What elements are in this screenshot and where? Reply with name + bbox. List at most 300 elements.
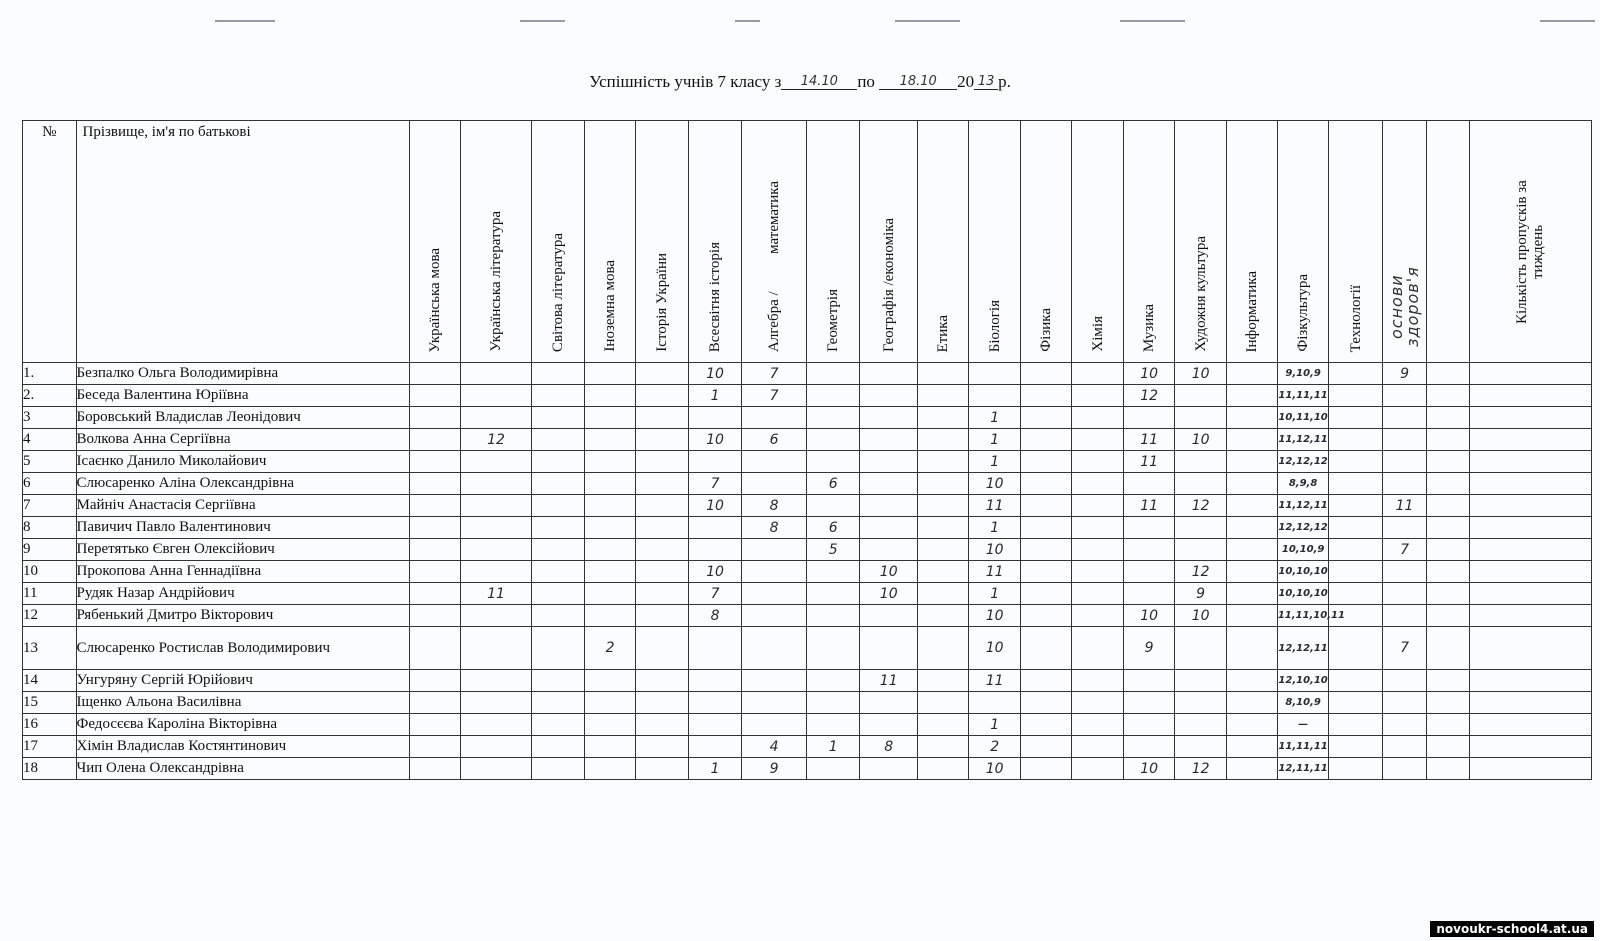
grade-cell [461, 692, 532, 714]
grade-cell [859, 429, 918, 451]
grade-cell: 12,12,12 [1277, 451, 1328, 473]
grade-cell [635, 495, 689, 517]
student-name: Рябенький Дмитро Вікторович [76, 605, 409, 627]
grade-cell [918, 692, 968, 714]
col-header-subject [1227, 121, 1277, 363]
grade-cell [918, 605, 968, 627]
grade-cell [689, 670, 742, 692]
student-name: Слюсаренко Аліна Олександрівна [76, 473, 409, 495]
grade-cell [1021, 539, 1071, 561]
grade-cell [1329, 736, 1383, 758]
grade-cell [1174, 385, 1227, 407]
grade-cell [635, 451, 689, 473]
grade-cell [1329, 758, 1383, 780]
grade-cell: 12 [1174, 495, 1227, 517]
grade-cell: 11,11,10,11 [1277, 605, 1328, 627]
grade-cell [1469, 561, 1591, 583]
grade-cell [585, 583, 635, 605]
table-header [23, 121, 1592, 363]
grade-cell [1174, 714, 1227, 736]
grade-cell [585, 451, 635, 473]
student-name: Федосєєва Кароліна Вікторівна [76, 714, 409, 736]
grade-cell [409, 407, 460, 429]
student-name: Боровський Владислав Леонідович [76, 407, 409, 429]
grade-cell: 8 [859, 736, 918, 758]
grade-cell [1382, 473, 1426, 495]
grade-cell [461, 539, 532, 561]
grade-cell [1071, 451, 1124, 473]
table-row [23, 407, 1592, 429]
col-header-subject [635, 121, 689, 363]
student-name: Павичич Павло Валентинович [76, 517, 409, 539]
grade-cell [409, 517, 460, 539]
grade-cell: 9 [1174, 583, 1227, 605]
grade-cell: 9,10,9 [1277, 363, 1328, 385]
grade-cell [409, 363, 460, 385]
grade-cell: 1 [807, 736, 860, 758]
page-title [0, 72, 1600, 92]
grade-cell [1071, 714, 1124, 736]
row-number: 18 [23, 758, 77, 780]
grade-cell: 7 [741, 363, 807, 385]
grade-cell [1427, 736, 1469, 758]
grade-cell [1329, 363, 1383, 385]
subject-label: Музика [1141, 303, 1158, 352]
grade-cell [531, 692, 585, 714]
grade-cell [585, 692, 635, 714]
grade-cell: 10 [1124, 758, 1174, 780]
grade-cell [1227, 363, 1277, 385]
grade-cell [968, 385, 1021, 407]
grade-cell [741, 692, 807, 714]
grade-cell [1021, 736, 1071, 758]
grade-cell [531, 627, 585, 670]
grade-cell: 11,11,11 [1277, 736, 1328, 758]
grade-cell [918, 517, 968, 539]
grade-cell [918, 561, 968, 583]
grade-cell [1329, 429, 1383, 451]
scan-top-edge [0, 0, 1600, 22]
grade-cell [1469, 363, 1591, 385]
grade-cell [1329, 495, 1383, 517]
grade-cell [409, 605, 460, 627]
grade-cell: 11 [968, 495, 1021, 517]
grade-cell: 12,11,11 [1277, 758, 1328, 780]
subject-label: Геометрія [825, 289, 842, 352]
grade-cell [461, 758, 532, 780]
grade-cell [1124, 407, 1174, 429]
grade-cell [409, 692, 460, 714]
grade-cell: 11,11,11 [1277, 385, 1328, 407]
grade-cell [859, 758, 918, 780]
grade-cell [918, 429, 968, 451]
grade-cell [635, 363, 689, 385]
grade-cell: 4 [741, 736, 807, 758]
grade-cell [807, 692, 860, 714]
grade-cell: 11,12,11 [1277, 495, 1328, 517]
grade-cell [1329, 561, 1383, 583]
grade-cell [635, 714, 689, 736]
grade-cell [585, 670, 635, 692]
grade-cell [531, 561, 585, 583]
grade-cell [1071, 758, 1124, 780]
subject-label: Етика [935, 314, 952, 352]
grade-cell [1124, 692, 1174, 714]
grade-cell [1382, 561, 1426, 583]
grade-cell: 7 [741, 385, 807, 407]
grade-cell: 12,12,11 [1277, 627, 1328, 670]
row-number: 6 [23, 473, 77, 495]
grade-cell [1427, 517, 1469, 539]
grade-cell: 11 [1124, 429, 1174, 451]
table-row [23, 561, 1592, 583]
grade-cell [585, 605, 635, 627]
grade-cell [585, 385, 635, 407]
grade-cell [1469, 627, 1591, 670]
grade-cell [918, 473, 968, 495]
title-prefix: Успішність учнів 7 класу з [589, 72, 782, 91]
grade-cell [918, 407, 968, 429]
grade-cell [1469, 451, 1591, 473]
grade-cell [1469, 385, 1591, 407]
subject-label: Алгебра / математика [766, 181, 783, 352]
col-header-subject [689, 121, 742, 363]
student-name: Майніч Анастасія Сергіївна [76, 495, 409, 517]
grade-cell [585, 517, 635, 539]
table-row [23, 583, 1592, 605]
grade-cell: 10,11,10 [1277, 407, 1328, 429]
table-row [23, 429, 1592, 451]
grade-cell: 10 [968, 758, 1021, 780]
subject-label: Інформатика [1244, 270, 1261, 352]
grade-cell [859, 407, 918, 429]
grade-cell [1071, 692, 1124, 714]
grade-cell [1469, 605, 1591, 627]
grade-cell [859, 692, 918, 714]
grade-cell: 9 [741, 758, 807, 780]
grade-cell: 9 [1382, 363, 1426, 385]
grade-cell: 12 [1174, 561, 1227, 583]
grade-cell [741, 407, 807, 429]
scan-mark [215, 20, 275, 22]
grade-cell [1227, 429, 1277, 451]
col-header-number: № [23, 121, 77, 363]
grade-cell [461, 407, 532, 429]
grade-cell: 6 [741, 429, 807, 451]
grade-cell [741, 605, 807, 627]
col-header-empty [1427, 121, 1469, 363]
subject-label: Художня культура [1192, 236, 1209, 352]
grade-cell: 10,10,10 [1277, 561, 1328, 583]
grade-cell [1382, 385, 1426, 407]
grade-cell [1329, 517, 1383, 539]
grade-cell [635, 407, 689, 429]
grade-cell: 1 [968, 451, 1021, 473]
grade-cell: 11 [968, 670, 1021, 692]
grade-cell [1021, 495, 1071, 517]
row-number: 14 [23, 670, 77, 692]
grade-cell [531, 495, 585, 517]
student-name: Перетятько Євген Олексійович [76, 539, 409, 561]
grade-cell [635, 627, 689, 670]
grade-cell [1329, 583, 1383, 605]
grade-cell [918, 736, 968, 758]
student-name: Волкова Анна Сергіївна [76, 429, 409, 451]
subject-label: Історія України [654, 253, 671, 352]
table-row [23, 758, 1592, 780]
grade-cell [807, 429, 860, 451]
grade-cell: 10 [968, 627, 1021, 670]
subject-label: Фізкультура [1295, 274, 1312, 352]
grade-cell [1021, 385, 1071, 407]
grade-cell [1469, 714, 1591, 736]
grade-cell [807, 363, 860, 385]
grade-cell: 12 [461, 429, 532, 451]
grade-cell [1124, 517, 1174, 539]
grade-cell [531, 451, 585, 473]
grade-cell [1021, 429, 1071, 451]
grade-cell [409, 429, 460, 451]
grade-cell [918, 758, 968, 780]
grade-cell [807, 495, 860, 517]
grade-cell [1124, 583, 1174, 605]
grade-cell [859, 714, 918, 736]
grade-cell: 7 [689, 583, 742, 605]
grade-cell: 2 [585, 627, 635, 670]
grade-cell [1021, 517, 1071, 539]
grade-cell [968, 692, 1021, 714]
subject-label: Фізика [1038, 308, 1055, 352]
grade-cell: 12 [1174, 758, 1227, 780]
grade-cell [1021, 627, 1071, 670]
grade-cell [1227, 517, 1277, 539]
col-header-subject [859, 121, 918, 363]
grade-cell [1227, 385, 1277, 407]
grade-cell [1227, 670, 1277, 692]
grade-cell [1469, 495, 1591, 517]
grade-cell [1124, 736, 1174, 758]
grade-cell [585, 473, 635, 495]
grade-cell [859, 605, 918, 627]
grade-cell [461, 517, 532, 539]
grade-cell [807, 627, 860, 670]
grade-cell: 10,10,10 [1277, 583, 1328, 605]
grade-cell [1071, 495, 1124, 517]
grade-cell [1382, 407, 1426, 429]
grade-cell [1227, 451, 1277, 473]
grade-cell [1427, 627, 1469, 670]
col-header-subject [409, 121, 460, 363]
title-end: р. [998, 72, 1011, 91]
col-header-subject [585, 121, 635, 363]
grade-cell [1071, 583, 1124, 605]
grade-cell [1382, 736, 1426, 758]
grade-cell: 1 [968, 517, 1021, 539]
grade-cell [531, 517, 585, 539]
grade-cell [1427, 363, 1469, 385]
grade-cell: 7 [1382, 539, 1426, 561]
subject-label: Географія /економіка [880, 217, 897, 352]
grade-cell [531, 714, 585, 736]
grade-cell [1329, 539, 1383, 561]
grade-cell [531, 363, 585, 385]
grade-cell [918, 451, 968, 473]
grade-cell: 1 [968, 714, 1021, 736]
grade-cell [859, 495, 918, 517]
grade-cell [807, 407, 860, 429]
grade-cell [1469, 407, 1591, 429]
grade-cell [531, 407, 585, 429]
grade-cell [918, 714, 968, 736]
grade-cell [1071, 561, 1124, 583]
header-row [23, 121, 1592, 363]
grade-cell [531, 385, 585, 407]
grade-cell [1174, 736, 1227, 758]
grade-cell [1021, 714, 1071, 736]
grade-cell [1382, 670, 1426, 692]
grade-cell [1071, 605, 1124, 627]
row-number: 1. [23, 363, 77, 385]
grade-cell [859, 451, 918, 473]
grade-cell: 8 [689, 605, 742, 627]
table-row [23, 473, 1592, 495]
grade-cell: 10,10,9 [1277, 539, 1328, 561]
grade-cell: 10 [689, 363, 742, 385]
grade-cell [1427, 539, 1469, 561]
grade-cell [635, 758, 689, 780]
grade-cell [1021, 692, 1071, 714]
grade-cell [1382, 429, 1426, 451]
grade-cell [1382, 517, 1426, 539]
grade-cell [807, 758, 860, 780]
grade-cell [1427, 714, 1469, 736]
grade-cell [461, 385, 532, 407]
grade-cell [918, 670, 968, 692]
grade-cell [741, 451, 807, 473]
grade-cell: 8 [741, 517, 807, 539]
grade-cell [635, 517, 689, 539]
subject-label: Світова література [550, 232, 567, 352]
grade-cell [531, 583, 585, 605]
grade-cell [859, 517, 918, 539]
grade-cell [807, 561, 860, 583]
grade-cell [1071, 473, 1124, 495]
grade-cell [409, 561, 460, 583]
year-suffix: 13 [974, 74, 998, 90]
grade-cell [1124, 561, 1174, 583]
grade-cell [1469, 758, 1591, 780]
grade-cell: 10 [1174, 605, 1227, 627]
grade-cell [1427, 758, 1469, 780]
grade-cell: 10 [968, 473, 1021, 495]
grade-cell: 10 [689, 495, 742, 517]
col-header-subject [1329, 121, 1383, 363]
table-row [23, 539, 1592, 561]
grade-cell [585, 429, 635, 451]
grade-cell [531, 473, 585, 495]
grade-cell [1227, 583, 1277, 605]
table-row [23, 451, 1592, 473]
grade-cell [807, 451, 860, 473]
grade-cell [635, 605, 689, 627]
grade-cell [1021, 363, 1071, 385]
row-number: 8 [23, 517, 77, 539]
grade-cell [461, 736, 532, 758]
grade-cell [461, 363, 532, 385]
col-header-subject [918, 121, 968, 363]
subject-label-handwritten: основи здоров'я [1386, 266, 1422, 348]
grade-cell [1174, 517, 1227, 539]
grade-cell [1427, 670, 1469, 692]
grade-cell [635, 473, 689, 495]
grade-cell: 1 [968, 429, 1021, 451]
grade-cell [1021, 407, 1071, 429]
grade-cell [741, 627, 807, 670]
grade-cell [918, 627, 968, 670]
site-watermark: novoukr-school4.at.ua [1430, 921, 1594, 937]
grade-cell [1174, 670, 1227, 692]
grade-cell: 1 [689, 385, 742, 407]
grade-cell [918, 363, 968, 385]
grade-cell: 8,9,8 [1277, 473, 1328, 495]
grade-cell [461, 495, 532, 517]
from-date: 14.10 [781, 74, 857, 90]
grade-cell [1469, 583, 1591, 605]
grade-cell [968, 363, 1021, 385]
row-number: 4 [23, 429, 77, 451]
grade-cell: 11 [461, 583, 532, 605]
grade-cell: 11 [1124, 451, 1174, 473]
student-name: Унгуряну Сергій Юрійович [76, 670, 409, 692]
grade-cell [741, 714, 807, 736]
grade-cell: 8 [741, 495, 807, 517]
row-number: 2. [23, 385, 77, 407]
grade-cell [1329, 692, 1383, 714]
col-header-subject [968, 121, 1021, 363]
row-number: 13 [23, 627, 77, 670]
grade-cell [1227, 692, 1277, 714]
grade-cell [918, 539, 968, 561]
grade-cell: 11 [1382, 495, 1426, 517]
grade-cell [1427, 692, 1469, 714]
grade-cell [531, 670, 585, 692]
table-row [23, 517, 1592, 539]
grade-cell: 11 [968, 561, 1021, 583]
grade-cell: 7 [689, 473, 742, 495]
grade-cell [1227, 473, 1277, 495]
grade-cell: 1 [968, 407, 1021, 429]
grade-cell [585, 495, 635, 517]
col-header-name: Прізвище, ім'я по батькові [76, 121, 409, 363]
grade-cell [1021, 451, 1071, 473]
grade-cell [1382, 451, 1426, 473]
grade-cell: 10 [1174, 429, 1227, 451]
grade-cell [409, 385, 460, 407]
grade-cell: 10 [689, 561, 742, 583]
grade-cell [1124, 714, 1174, 736]
to-date: 18.10 [879, 74, 957, 90]
table-row [23, 670, 1592, 692]
grade-cell [859, 385, 918, 407]
grade-cell [1071, 627, 1124, 670]
grade-cell [859, 627, 918, 670]
grade-cell [1174, 539, 1227, 561]
grade-cell [409, 473, 460, 495]
grade-cell [741, 473, 807, 495]
subject-label: Українська мова [426, 247, 443, 352]
grade-cell [409, 758, 460, 780]
grade-cell: 7 [1382, 627, 1426, 670]
